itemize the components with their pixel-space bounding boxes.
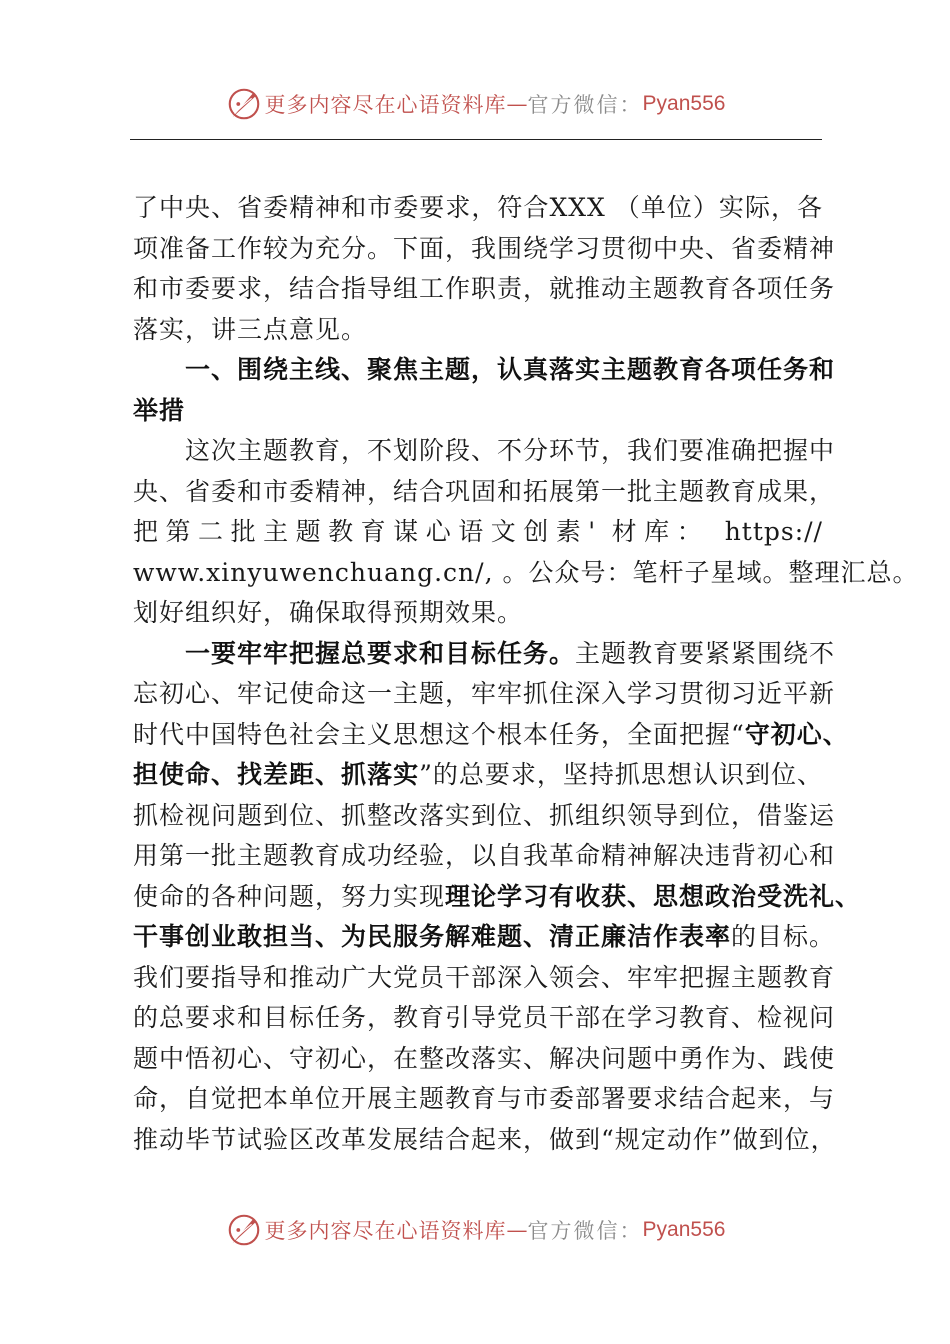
text-line: 了中央、省委精神和市委要求，符合XXX （单位）实际，各: [133, 193, 823, 222]
text-line: 这次主题教育，不划阶段、不分环节，我们要准确把握中: [185, 436, 836, 465]
header-watermark: [0, 84, 950, 124]
section-heading-cont: 举措: [133, 395, 186, 425]
footer-watermark: [0, 1210, 950, 1250]
text-line: 和市委要求，结合指导组工作职责，就推动主题教育各项任务: [133, 274, 836, 303]
banner-dash: —: [506, 92, 528, 116]
emphasis-run: 守初心、: [744, 719, 849, 749]
text-run: 使命的各种问题，努力实现: [133, 881, 446, 911]
text-line: [133, 917, 836, 958]
text-line: [133, 715, 849, 756]
text-line: 推动毕节试验区改革发展结合起来，做到“规定动作”做到位，: [133, 1124, 837, 1154]
text-line: 命，自觉把本单位开展主题教育与市委部署要求结合起来，与: [133, 1084, 836, 1113]
text-line: 划好组织好，确保取得预期效果。: [133, 598, 524, 627]
text-line: 我们要指导和推动广大党员干部深入领会、牢牢把握主题教育: [133, 962, 836, 992]
emphasis-run: 理论学习有收获、思想政治受洗礼、: [445, 881, 862, 911]
emphasis-run: 干事创业敢担当、为民服务解难题、清正廉洁作表率: [133, 922, 732, 951]
text-line: [133, 755, 823, 796]
text-line: 抓检视问题到位、抓整改落实到位、抓组织领导到位，借鉴运: [133, 800, 836, 830]
header-divider: [130, 139, 822, 140]
banner-brand: 更多内容尽在心语资料库: [264, 93, 507, 117]
emphasis-run: 担使命、找差距、抓落实: [133, 760, 420, 789]
text-line: 用第一批主题教育成功经验，以自我革命精神解决违背初心和: [133, 841, 836, 870]
text-line: 的总要求和目标任务，教育引导党员干部在学习教育、检视问: [133, 1003, 836, 1032]
text-line: [133, 877, 862, 918]
text-run: 的目标。: [731, 922, 836, 951]
paragraph-lead: 一要牢牢把握总要求和目标任务。: [185, 638, 576, 668]
text-line: 把第二批主题教育谋心语文创素' 材库： https://: [133, 517, 823, 546]
text-run: 时代中国特色社会主义思想这个根本任务，全面把握“: [133, 719, 745, 749]
document-body: [133, 188, 919, 1160]
text-line: 落实，讲三点意见。: [133, 314, 368, 344]
text-run: 主题教育要紧紧围绕不: [575, 638, 836, 668]
text-line: 忘初心、牢记使命这一主题，牢牢抓住深入学习贯彻习近平新: [133, 679, 836, 708]
banner-brand: 更多内容尽在心语资料库: [264, 1219, 507, 1243]
banner-dash: —: [506, 1218, 528, 1242]
text-line: www.xinyuwenchuang.cn/, 。公众号：笔杆子星域。整理汇总。: [133, 557, 919, 587]
text-run: ”的总要求，坚持抓思想认识到位、: [419, 760, 823, 789]
banner-wechat-id: Pyan556: [642, 1218, 726, 1241]
text-line: 项准备工作较为充分。下面，我围绕学习贯彻中央、省委精神: [133, 233, 836, 263]
text-line: 央、省委和市委精神，结合巩固和拓展第一批主题教育成果，: [133, 476, 836, 506]
quill-logo-icon: [225, 1211, 263, 1249]
quill-logo-icon: [225, 85, 263, 123]
paragraph-lead-line: [133, 634, 836, 675]
banner-label: 官方微信：: [527, 93, 643, 117]
banner-label: 官方微信：: [527, 1219, 643, 1243]
text-line: 题中悟初心、守初心，在整改落实、解决问题中勇作为、践使: [133, 1043, 836, 1073]
banner-wechat-id: Pyan556: [642, 92, 726, 115]
section-heading: 一、围绕主线、聚焦主题，认真落实主题教育各项任务和: [185, 355, 836, 384]
